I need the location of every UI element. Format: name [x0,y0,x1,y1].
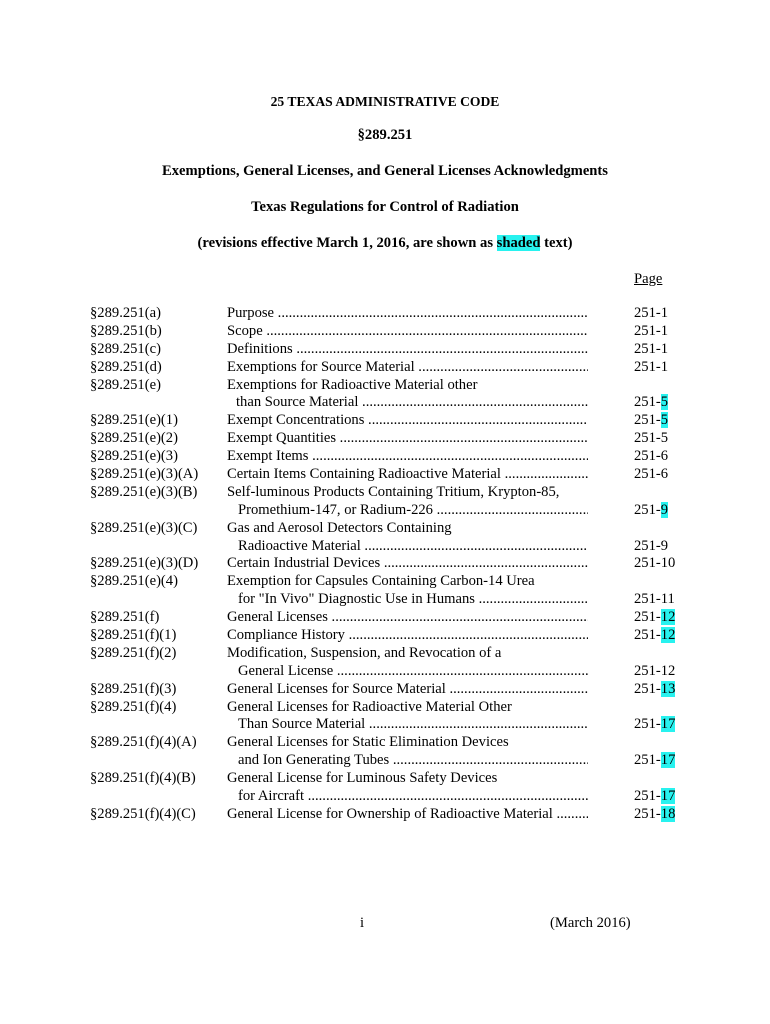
toc-page-prefix: 251-5 [634,430,669,447]
toc-entry-title: for "In Vivo" Diagnostic Use in Humans ..... [238,591,588,609]
toc-page-prefix: 251- [634,609,661,626]
toc-section-number: §289.251(e)(3)(D) [90,555,199,572]
toc-entry-title: Promethium-147, or Radium-226 ..... [238,502,588,520]
toc-section-number: §289.251(e)(4) [90,573,178,590]
toc-entry-title: Self-luminous Products Containing Tritium, Krypton-85, [227,483,560,500]
toc-page-shaded: 17 [660,716,676,733]
toc-entry-title: Exempt Concentrations ..... [227,412,588,430]
table-of-contents [0,305,770,824]
toc-section-number: §289.251(e)(3)(A) [90,466,199,483]
toc-page-number [634,806,675,824]
toc-row [0,538,770,556]
toc-entry-title: Exemptions for Radioactive Material other [227,376,478,393]
toc-entry-title: Exempt Items ..... [227,448,588,466]
toc-page-number [634,591,675,609]
toc-entry-title: Scope ..... [227,323,588,341]
toc-entry-title: General Licenses for Static Elimination Devices [227,734,509,751]
toc-row [0,681,770,699]
toc-entry-title: General License for Luminous Safety Devices [227,770,498,787]
toc-page-number [634,752,675,770]
toc-row [0,448,770,466]
toc-page-number [634,466,668,484]
toc-row [0,573,770,591]
toc-entry-title: for Aircraft ..... [238,788,588,806]
toc-page-prefix: 251- [634,412,661,429]
toc-row [0,555,770,573]
toc-page-number [634,394,668,412]
footer-page-number: i [360,915,365,931]
toc-page-shaded: 12 [660,609,676,626]
toc-page-number [634,430,668,448]
toc-section-number: §289.251(f)(2) [90,644,177,661]
toc-page-prefix: 251- [634,788,661,805]
toc-row [0,412,770,430]
toc-page-number [634,305,668,323]
toc-page-number [634,716,675,734]
toc-entry-title: General License for Ownership of Radioactive Material ..... [227,806,588,824]
toc-row [0,377,770,395]
toc-row [0,699,770,717]
toc-section-number: §289.251(e)(3)(C) [90,519,198,536]
toc-entry-title: General License ..... [238,663,588,681]
toc-row [0,305,770,323]
toc-section-number: §289.251(f)(4) [90,698,177,715]
toc-page-prefix: 251- [634,627,661,644]
revisions-note-shaded: shaded [496,235,541,251]
toc-section-number: §289.251(e)(3) [90,448,178,465]
toc-entry-title: Exemption for Capsules Containing Carbon-14 Urea [227,573,535,590]
toc-row [0,484,770,502]
toc-entry-title: Exemptions for Source Material ..... [227,359,588,377]
toc-page-prefix: 251- [634,716,661,733]
toc-page-prefix: 251- [634,680,661,697]
section-number: §289.251 [357,127,413,143]
toc-section-number: §289.251(e) [90,376,161,393]
toc-entry-title: Definitions ..... [227,341,588,359]
toc-page-number [634,555,675,573]
toc-entry-title: Certain Industrial Devices ..... [227,555,588,573]
toc-page-shaded: 5 [660,394,669,411]
toc-page-prefix: 251-12 [634,662,676,679]
page-column-label: Page [634,271,663,287]
toc-page-shaded: 13 [660,680,676,697]
toc-row [0,734,770,752]
toc-page-number [634,448,668,466]
toc-section-number: §289.251(f)(1) [90,627,177,644]
revisions-note-pre: (revisions effective March 1, 2016, are shown as [197,235,497,251]
toc-section-number: §289.251(f)(4)(A) [90,734,197,751]
toc-page-number [634,681,675,699]
toc-row [0,806,770,824]
toc-page-number [634,502,668,520]
toc-entry-title: Than Source Material ..... [238,716,588,734]
toc-page-shaded: 17 [660,752,676,769]
toc-row [0,663,770,681]
toc-entry-title: Purpose ..... [227,305,588,323]
footer-date: (March 2016) [550,915,631,931]
toc-entry-title: Compliance History ..... [227,627,588,645]
toc-page-prefix: 251- [634,394,661,411]
toc-page-number [634,627,675,645]
toc-page-prefix: 251-1 [634,358,669,375]
toc-page-shaded: 5 [660,412,669,429]
toc-section-number: §289.251(c) [90,340,161,357]
revisions-note-post: text) [540,235,573,251]
toc-row [0,466,770,484]
toc-entry-title: Gas and Aerosol Detectors Containing [227,519,452,536]
toc-page-prefix: 251-10 [634,555,676,572]
toc-row [0,752,770,770]
document-subtitle: Texas Regulations for Control of Radiation [251,199,519,215]
toc-page-shaded: 17 [660,788,676,805]
toc-page-prefix: 251-11 [634,591,675,608]
toc-section-number: §289.251(f)(4)(B) [90,770,196,787]
toc-section-number: §289.251(e)(1) [90,412,178,429]
toc-entry-title: Certain Items Containing Radioactive Material ..... [227,466,588,484]
document-title: Exemptions, General Licenses, and General Licenses Acknowledgments [162,163,608,179]
toc-page-number [634,609,675,627]
toc-section-number: §289.251(f)(3) [90,680,177,697]
toc-page-prefix: 251- [634,752,661,769]
toc-page-prefix: 251-1 [634,322,669,339]
toc-row [0,716,770,734]
toc-entry-title: and Ion Generating Tubes ..... [238,752,588,770]
toc-page-prefix: 251- [634,805,661,822]
toc-page-shaded: 9 [660,501,669,518]
toc-page-prefix: 251-6 [634,448,669,465]
toc-page-prefix: 251-1 [634,340,669,357]
toc-entry-title: Exempt Quantities ..... [227,430,588,448]
toc-entry-title: General Licenses ..... [227,609,588,627]
toc-row [0,359,770,377]
toc-section-number: §289.251(a) [90,305,161,321]
toc-page-number [634,323,668,341]
toc-row [0,323,770,341]
toc-row [0,430,770,448]
toc-page-prefix: 251-6 [634,466,669,483]
toc-page-shaded: 12 [660,627,676,644]
document-code: 25 TEXAS ADMINISTRATIVE CODE [270,94,500,109]
toc-section-number: §289.251(d) [90,358,162,375]
toc-row [0,770,770,788]
toc-entry-title: Radioactive Material ..... [238,538,588,556]
toc-page-number [634,538,668,556]
toc-section-number: §289.251(b) [90,322,162,339]
toc-page-number [634,359,668,377]
toc-page-shaded: 18 [660,805,676,822]
toc-page-prefix: 251- [634,501,661,518]
toc-page-number [634,412,668,430]
toc-row [0,591,770,609]
toc-row [0,609,770,627]
toc-section-number: §289.251(f) [90,609,160,626]
toc-page-prefix: 251-1 [634,305,669,321]
toc-page-number [634,341,668,359]
toc-row [0,788,770,806]
toc-entry-title: General Licenses for Source Material ..... [227,681,588,699]
toc-entry-title: than Source Material ..... [236,394,588,412]
toc-section-number: §289.251(f)(4)(C) [90,805,196,822]
toc-row [0,627,770,645]
toc-row [0,394,770,412]
revisions-note [0,234,770,252]
toc-row [0,502,770,520]
toc-row [0,645,770,663]
toc-row [0,341,770,359]
toc-page-prefix: 251-9 [634,537,669,554]
toc-page-number [634,788,675,806]
toc-section-number: §289.251(e)(2) [90,430,178,447]
toc-row [0,520,770,538]
toc-entry-title: Modification, Suspension, and Revocation of a [227,644,502,661]
toc-page-number [634,663,675,681]
toc-entry-title: General Licenses for Radioactive Material Other [227,698,512,715]
toc-section-number: §289.251(e)(3)(B) [90,483,198,500]
